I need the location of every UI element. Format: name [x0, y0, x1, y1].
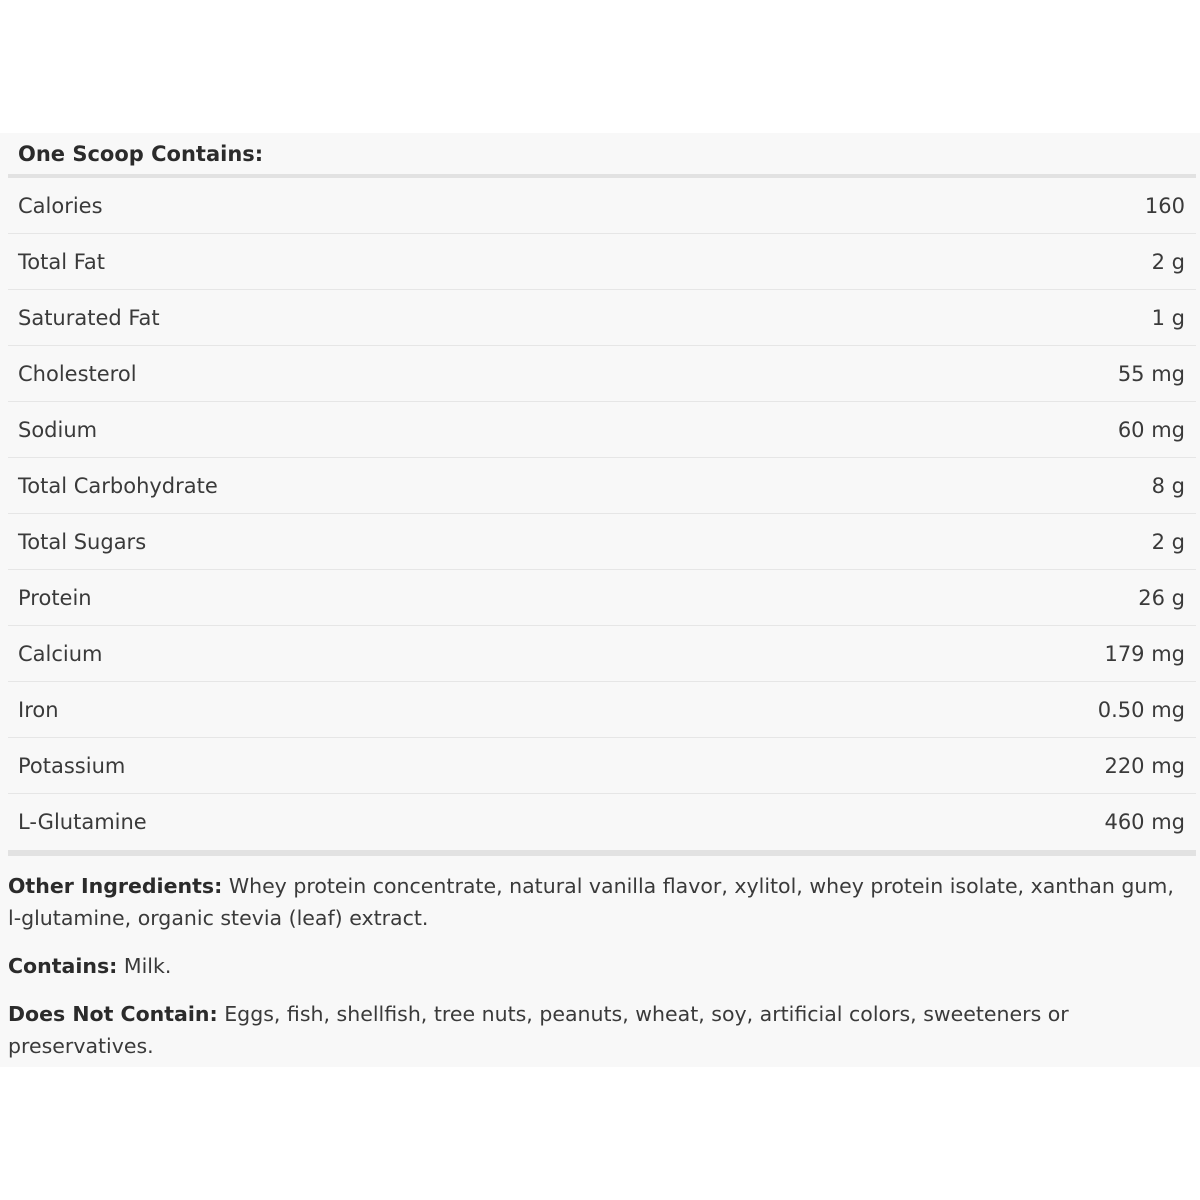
- table-row: [8, 738, 1196, 794]
- nutrition-table: [8, 133, 1196, 856]
- table-row: [8, 178, 1196, 234]
- nutrient-value: 0.50 mg: [1097, 697, 1185, 722]
- nutrient-value: 26 g: [1138, 585, 1185, 610]
- contains-note: [8, 950, 1188, 982]
- nutrient-name: Calcium: [18, 641, 103, 666]
- does-not-contain-text: Eggs, fish, shellfish, tree nuts, peanuts, wheat, soy, artificial colors, sweeteners or preservatives.: [8, 1002, 1069, 1058]
- nutrient-name: Cholesterol: [18, 361, 137, 386]
- product-notes: [8, 870, 1188, 1078]
- table-row: [8, 290, 1196, 346]
- table-row: [8, 458, 1196, 514]
- other-ingredients-text: Whey protein concentrate, natural vanilla flavor, xylitol, whey protein isolate, xanthan gum, l-glutamine, organic stevia (leaf) extract.: [8, 874, 1174, 930]
- nutrient-value: 2 g: [1151, 249, 1185, 274]
- nutrient-value: 160: [1144, 193, 1185, 218]
- nutrient-value: 179 mg: [1104, 641, 1185, 666]
- nutrient-name: Sodium: [18, 417, 98, 442]
- table-row: [8, 402, 1196, 458]
- nutrient-value: 60 mg: [1117, 417, 1185, 442]
- table-row: [8, 570, 1196, 626]
- nutrient-name: Total Carbohydrate: [18, 473, 218, 498]
- nutrient-value: 460 mg: [1104, 810, 1185, 834]
- nutrient-value: 8 g: [1151, 473, 1185, 498]
- table-row: [8, 626, 1196, 682]
- table-body: [8, 178, 1196, 856]
- nutrient-name: L-Glutamine: [18, 810, 147, 834]
- nutrient-value: 2 g: [1151, 529, 1185, 554]
- contains-text: Milk.: [123, 954, 172, 978]
- table-row: [8, 514, 1196, 570]
- table-row: [8, 234, 1196, 290]
- does-not-contain-note: [8, 998, 1188, 1062]
- nutrient-name: Potassium: [18, 753, 126, 778]
- table-row: [8, 794, 1196, 856]
- table-header: One Scoop Contains:: [8, 133, 1196, 178]
- nutrient-name: Total Sugars: [18, 529, 147, 554]
- nutrient-value: 1 g: [1151, 305, 1185, 330]
- contains-label: Contains:: [8, 954, 118, 978]
- nutrient-value: 55 mg: [1117, 361, 1185, 386]
- nutrient-name: Calories: [18, 193, 103, 218]
- table-row: [8, 682, 1196, 738]
- other-ingredients-label: Other Ingredients:: [8, 874, 223, 898]
- nutrient-name: Protein: [18, 585, 92, 610]
- nutrient-value: 220 mg: [1104, 753, 1185, 778]
- nutrient-name: Total Fat: [18, 249, 105, 274]
- nutrient-name: Saturated Fat: [18, 305, 160, 330]
- other-ingredients-note: [8, 870, 1188, 934]
- does-not-contain-label: Does Not Contain:: [8, 1002, 218, 1026]
- nutrient-name: Iron: [18, 697, 59, 722]
- table-row: [8, 346, 1196, 402]
